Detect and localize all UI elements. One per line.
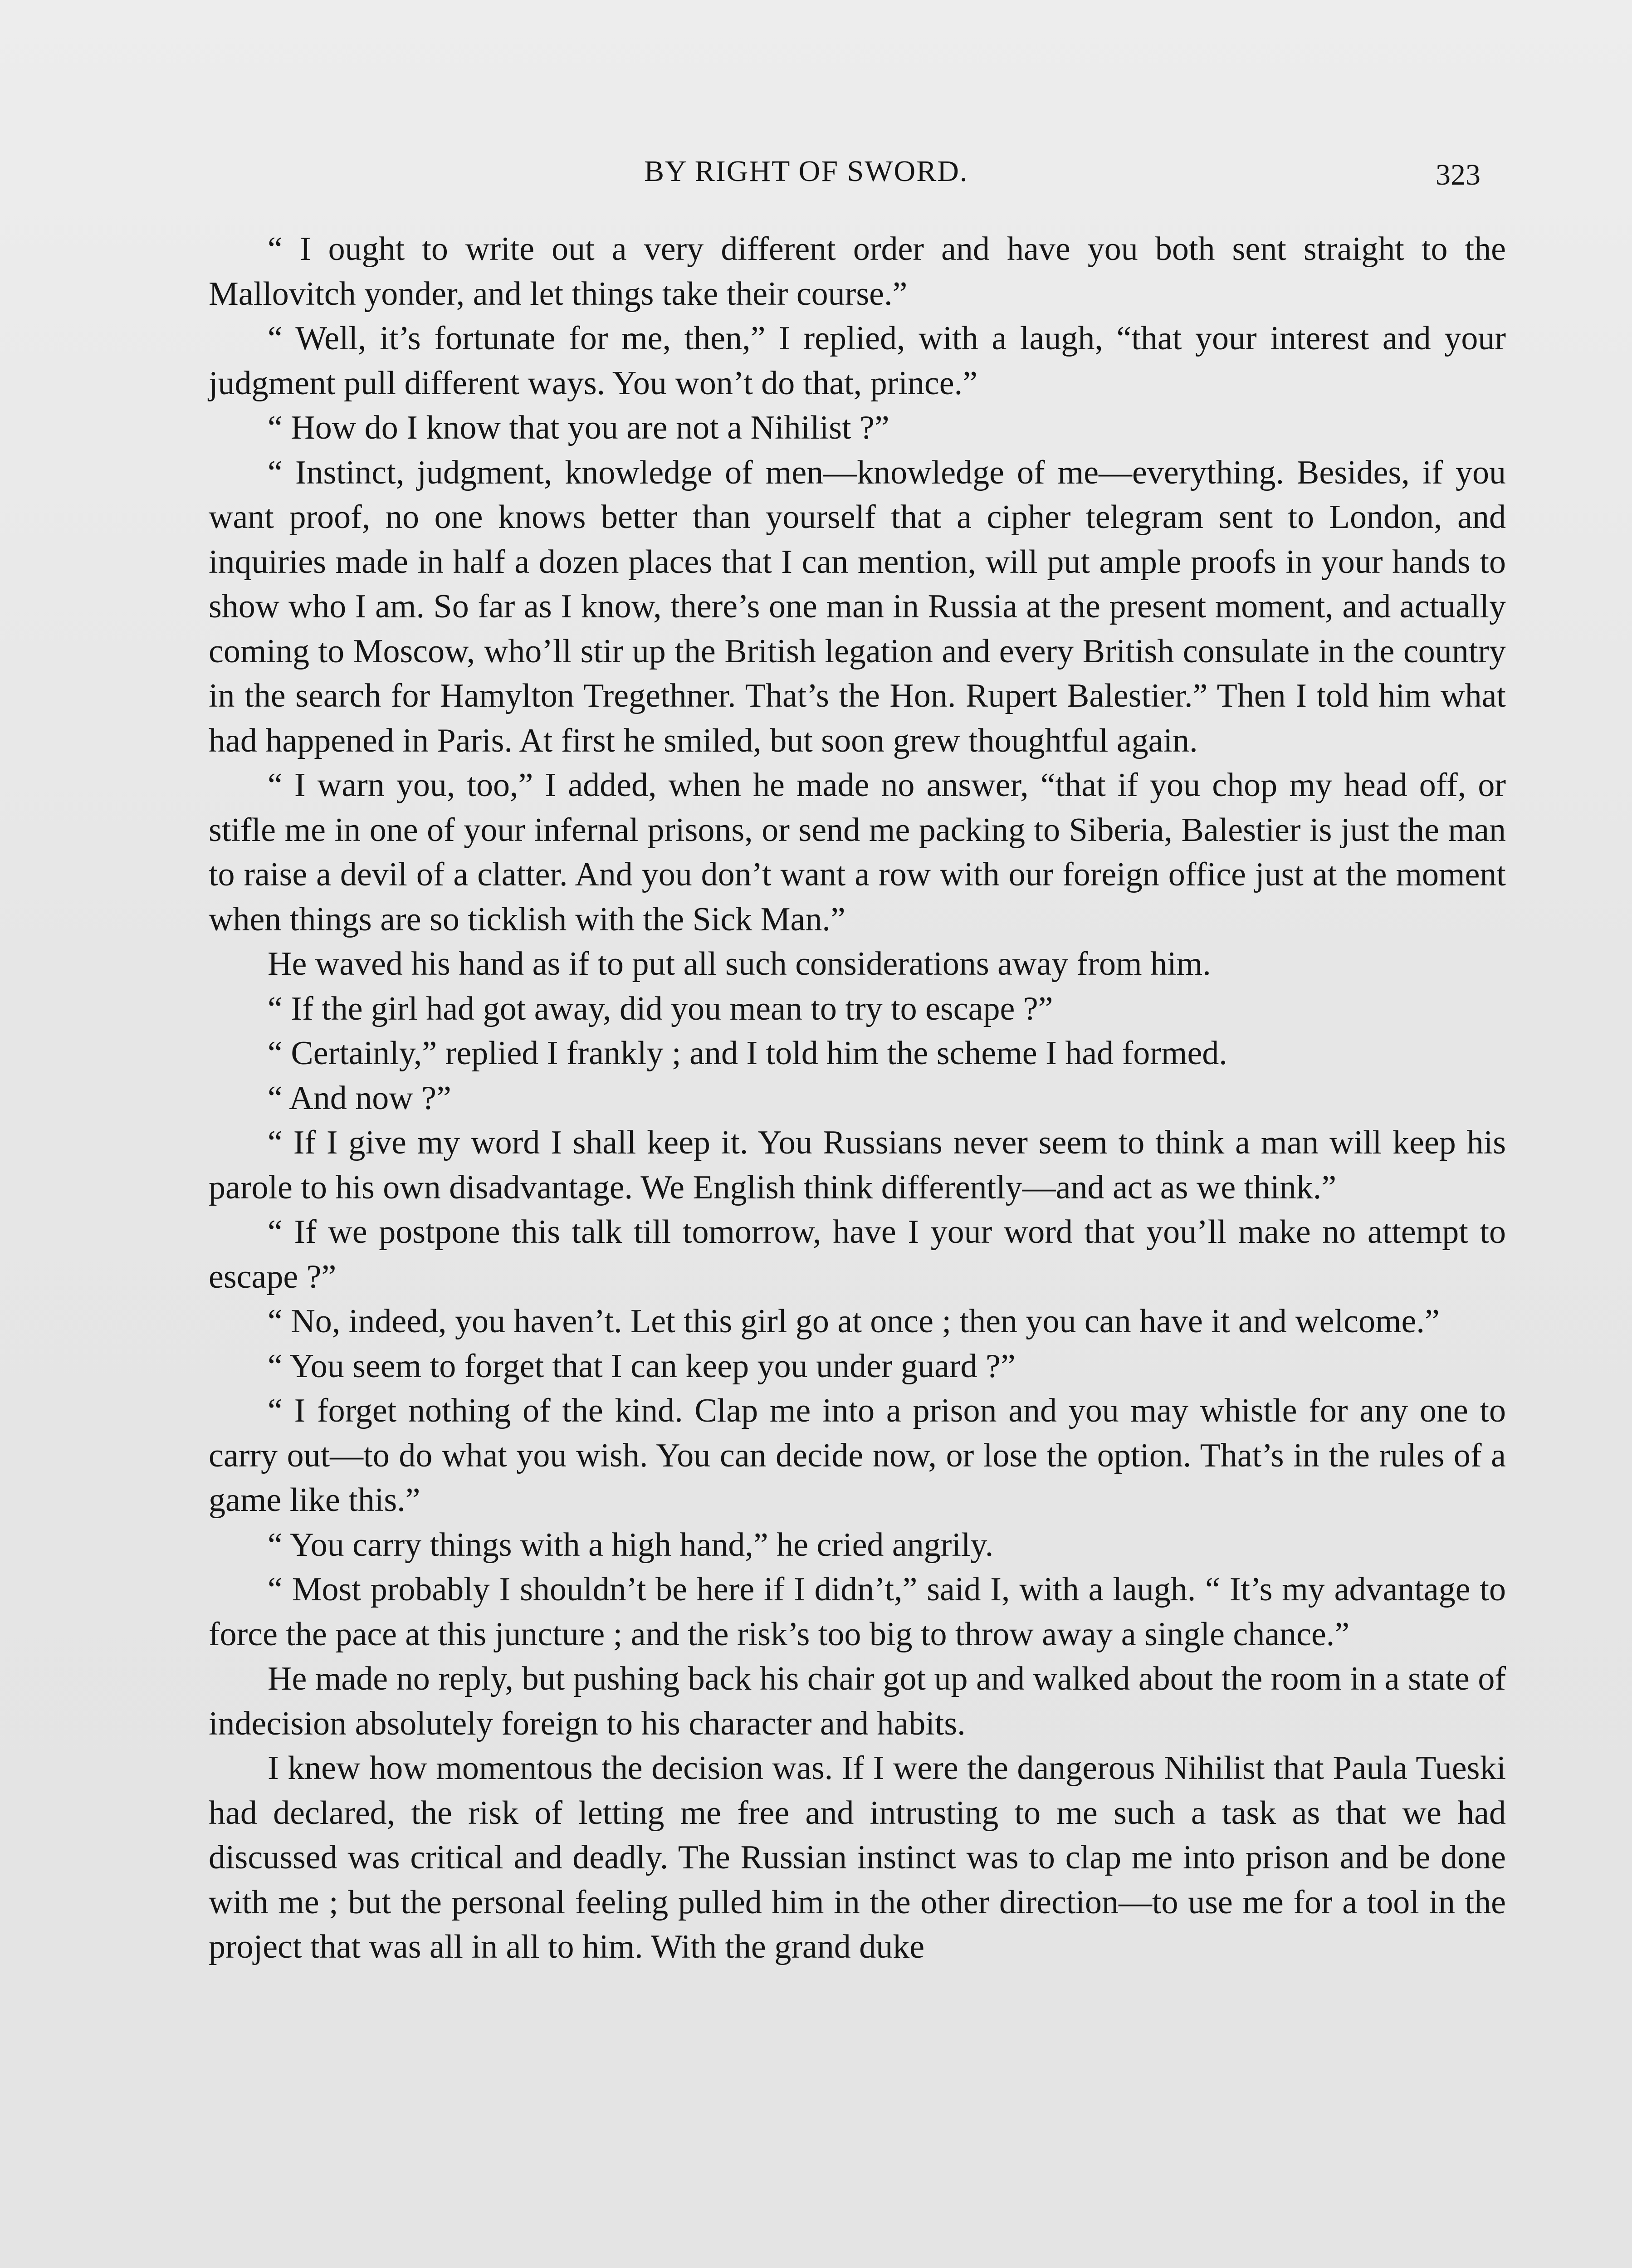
paragraph: “ How do I know that you are not a Nihilist ?” <box>268 409 889 446</box>
paragraph: “ Certainly,” replied I frankly ; and I told him the scheme I had formed. <box>268 1035 1227 1072</box>
paragraph: I knew how momentous the decision was. If I were the dangerous Nihilist that Paula Tueski had declared, the risk of letting me free and intrusting to me such a task as that we had discussed was critical and deadly. The Russian instinct was to clap me into prison and be done with me ; but the personal feeling pulled him in the other direction—to use me for a tool in the project that was all in all to him. With the grand duke <box>209 1750 1506 1965</box>
paragraph: “ I ought to write out a very different order and have you both sent straight to the Mallovitch yonder, and let things take their course.” <box>209 230 1506 313</box>
paragraph: He waved his hand as if to put all such considerations away from him. <box>268 945 1211 982</box>
paragraph: “ Instinct, judgment, knowledge of men—knowledge of me—everything. Besides, if you want proof, no one knows better than yourself that a cipher telegram sent to London, and inquiries made in half a dozen places that I can mention, will put ample proofs in your hands to show who I am. So far as I know, there’s one man in Russia at the present moment, and actually coming to Moscow, who’ll stir up the British legation and every British consulate in the country in the search for Hamylton Tregethner. That’s the Hon. Rupert Balestier.” Then I told him what had happened in Paris. At first he smiled, but soon grew thoughtful again. <box>209 454 1506 759</box>
paragraph: “ If we postpone this talk till tomorrow, have I your word that you’ll make no attempt to escape ?” <box>209 1213 1506 1295</box>
paragraph: He made no reply, but pushing back his chair got up and walked about the room in a state of indecision absolutely foreign to his character and habits. <box>209 1660 1506 1742</box>
paragraph: “ Most probably I shouldn’t be here if I didn’t,” said I, with a laugh. “ It’s my advantage to force the pace at this juncture ; and the risk’s too big to throw away a single chance.” <box>209 1571 1506 1653</box>
page-number: 323 <box>1436 158 1481 191</box>
paragraph: “ You carry things with a high hand,” he cried angrily. <box>268 1526 994 1564</box>
running-title: BY RIGHT OF SWORD. <box>644 155 968 188</box>
paragraph: “ You seem to forget that I can keep you under guard ?” <box>268 1347 1016 1385</box>
body-text <box>209 227 1506 1970</box>
paragraph: “ No, indeed, you haven’t. Let this girl go at once ; then you can have it and welcome.” <box>268 1303 1440 1340</box>
paragraph: “ Well, it’s fortunate for me, then,” I replied, with a laugh, “that your interest and your judgment pull different ways. You won’t do that, prince.” <box>209 320 1506 402</box>
paragraph: “ I forget nothing of the kind. Clap me into a prison and you may whistle for any one to carry out—to do what you wish. You can decide now, or lose the option. That’s in the rules of a game like this.” <box>209 1392 1506 1519</box>
paragraph: “ If the girl had got away, did you mean to try to escape ?” <box>268 990 1053 1027</box>
paragraph: “ If I give my word I shall keep it. You Russians never seem to think a man will keep his parole to his own disadvantage. We English think differently—and act as we think.” <box>209 1124 1506 1206</box>
paragraph: “ I warn you, too,” I added, when he made no answer, “that if you chop my head off, or stifle me in one of your infernal prisons, or send me packing to Siberia, Balestier is just the man to raise a devil of a clatter. And you don’t want a row with our foreign office just at the moment when things are so ticklish with the Sick Man.” <box>209 767 1506 938</box>
paragraph: “ And now ?” <box>268 1079 451 1117</box>
running-head <box>0 154 1632 200</box>
